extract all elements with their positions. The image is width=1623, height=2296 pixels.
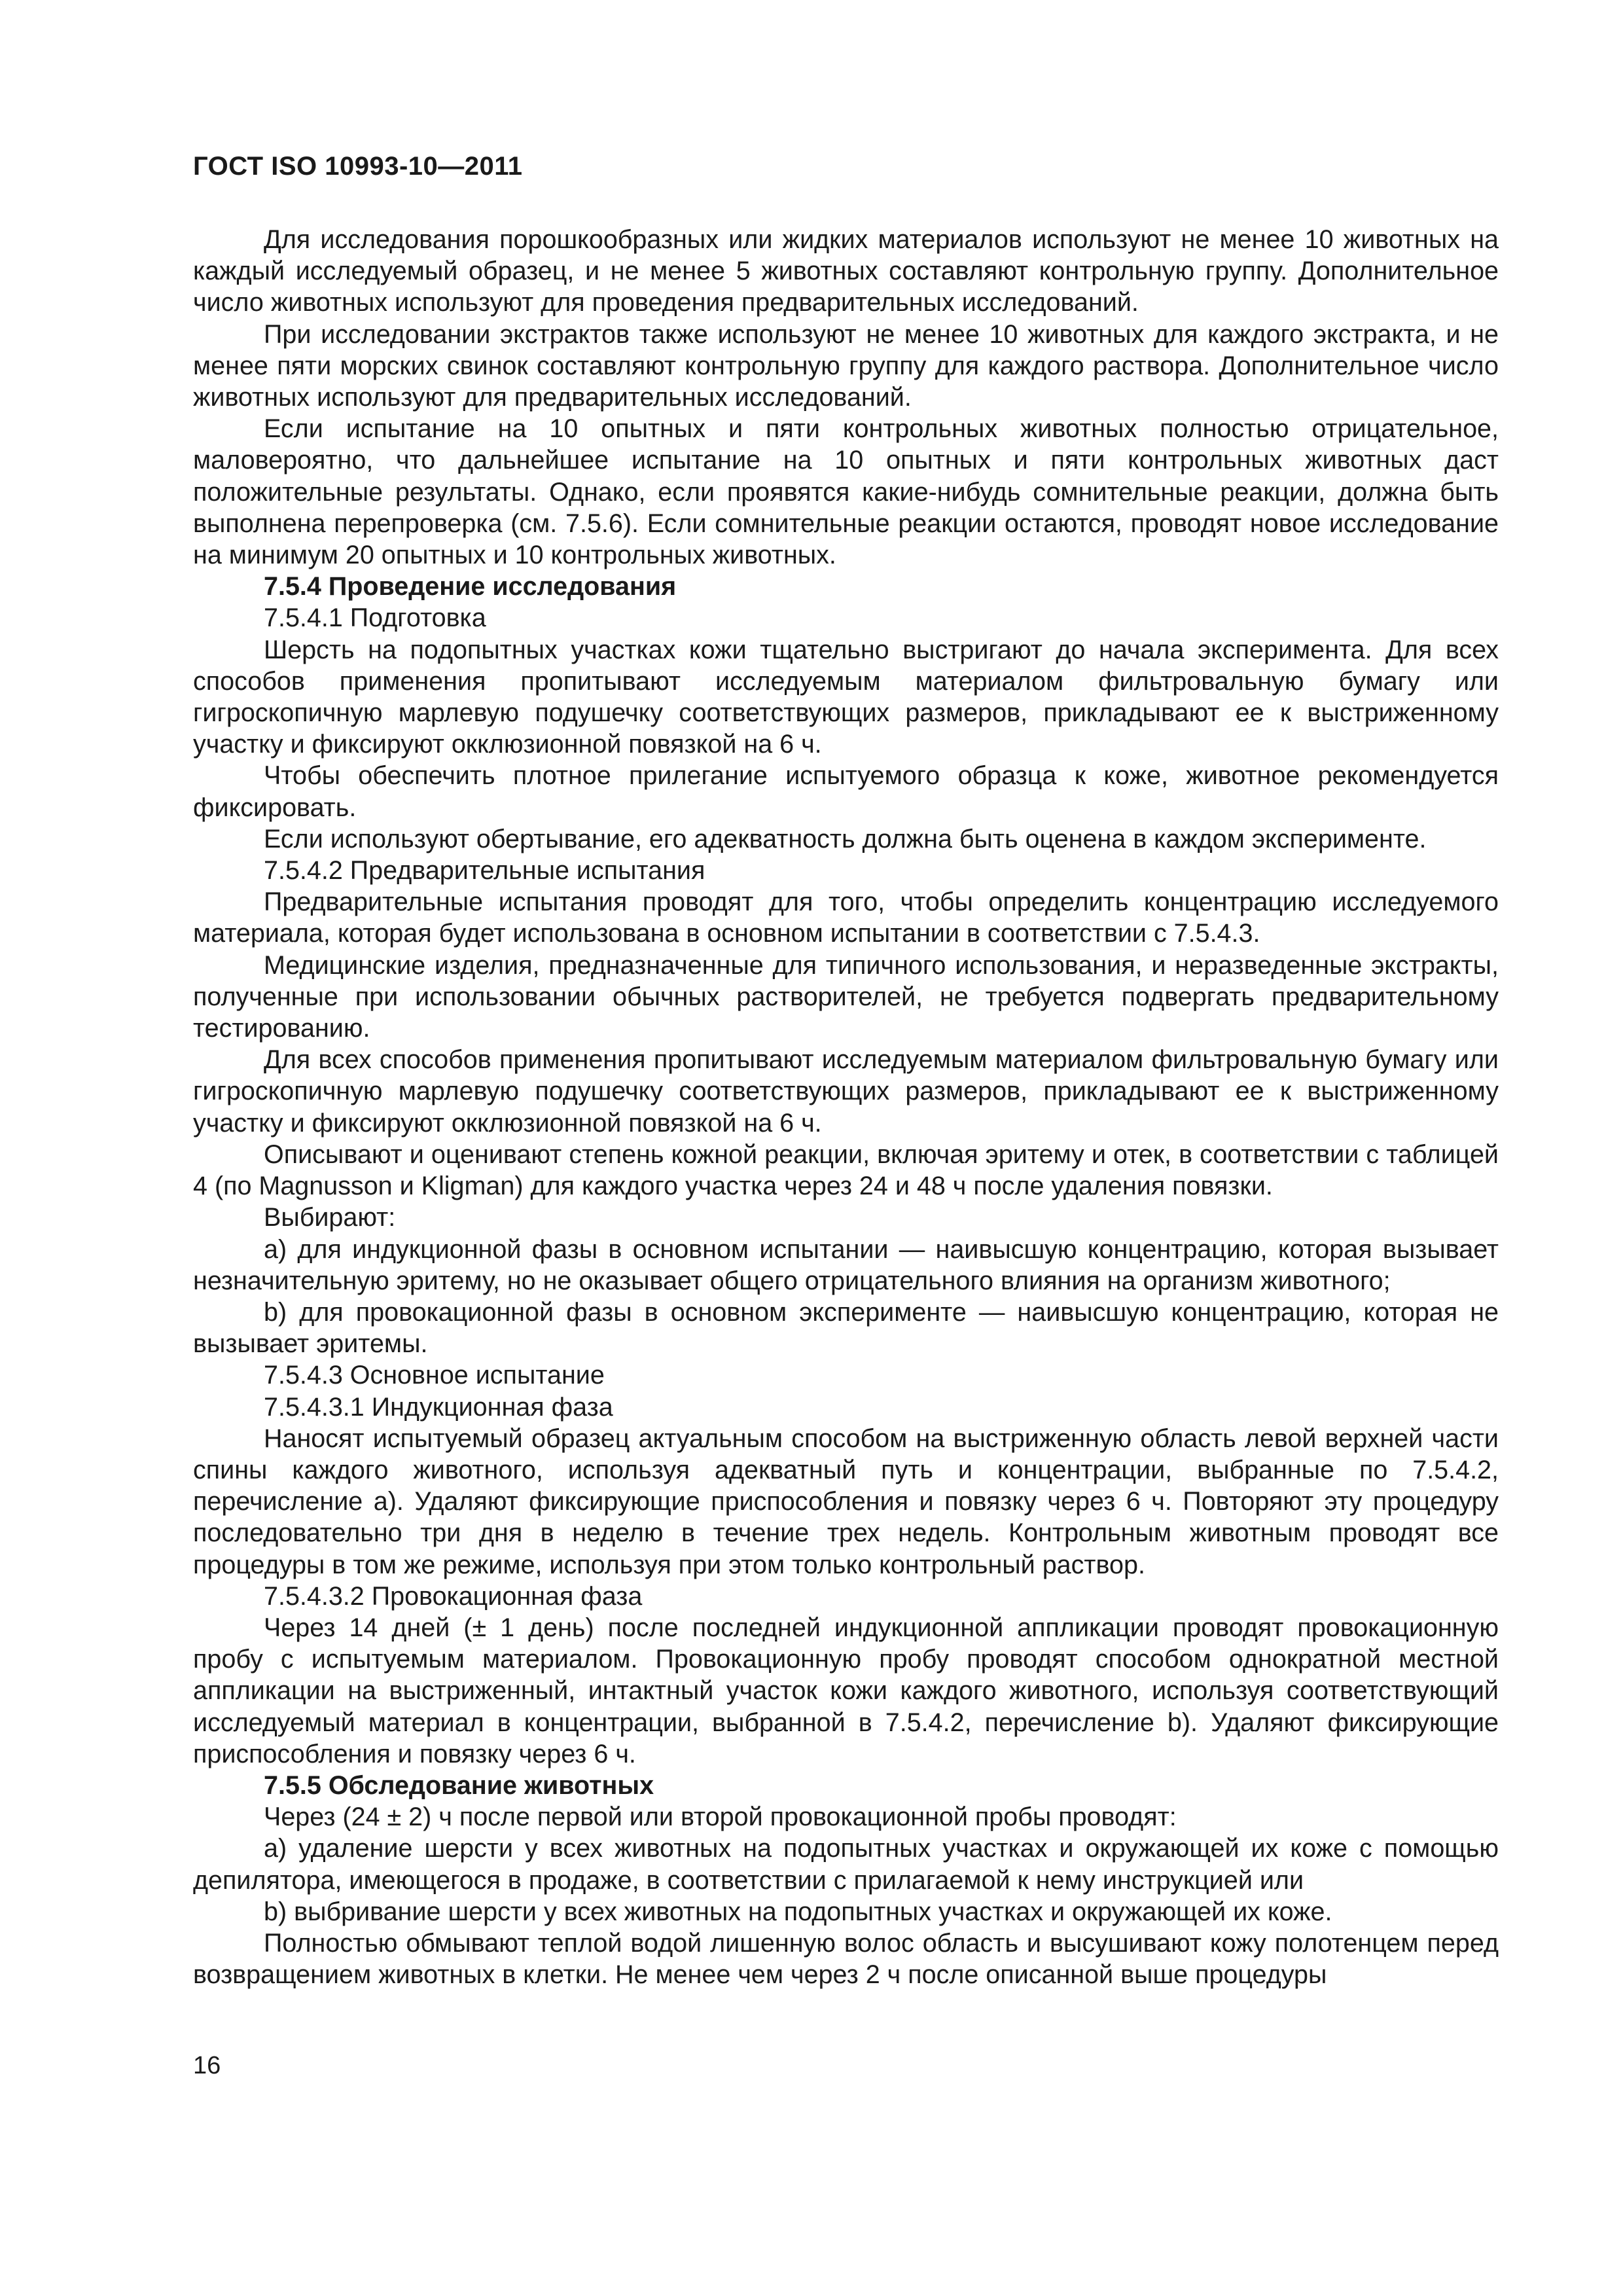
paragraph: Если испытание на 10 опытных и пяти контрольных животных полностью отрицательное, маловероятно, что дальнейшее испытание на 10 опытных и пяти контрольных животных даст положительные результаты. Однако, если проявятся какие-нибудь сомнительные реакции, должна быть выполнена перепроверка (см. 7.5.6). Если сомнительные реакции остаются, проводят новое исследование на минимум 20 опытных и 10 контрольных животных. (193, 414, 1499, 570)
subsection-heading: 7.5.4.1 Подготовка (264, 603, 486, 633)
document-body (193, 224, 1499, 1990)
subsection-heading: 7.5.4.3.1 Индукционная фаза (264, 1392, 613, 1422)
list-item: b) для провокационной фазы в основном эксперименте — наивысшую концентрацию, которая не вызывает эритемы. (193, 1297, 1499, 1359)
paragraph: Для исследования порошкообразных или жидких материалов используют не менее 10 животных на каждый исследуемый образец, и не менее 5 животных составляют контрольную группу. Дополнительное число животных используют для проведения предварительных исследований. (193, 225, 1499, 317)
paragraph: Через (24 ± 2) ч после первой или второй провокационной пробы проводят: (264, 1803, 1177, 1832)
section-heading: 7.5.4 Проведение исследования (264, 572, 677, 601)
page-number: 16 (193, 2052, 221, 2079)
paragraph: Шерсть на подопытных участках кожи тщательно выстригают до начала эксперимента. Для всех способов применения пропитывают исследуемым материалом фильтровальную бумагу или гигроскопичную марлевую подушечку соответствующих размеров, прикладывают ее к выстриженному участку и фиксируют окклюзионной повязкой на 6 ч. (193, 635, 1499, 759)
subsection-heading: 7.5.4.2 Предварительные испытания (264, 856, 705, 886)
list-item: b) выбривание шерсти у всех животных на подопытных участках и окружающей их коже. (264, 1897, 1332, 1926)
paragraph: При исследовании экстрактов также используют не менее 10 животных для каждого экстракта, и не менее пяти морских свинок составляют контрольную группу для каждого раствора. Дополнительное число животных используют для предварительных исследований. (193, 319, 1499, 412)
paragraph: Медицинские изделия, предназначенные для типичного использования, и неразведенные экстракты, полученные при использовании обычных растворителей, не требуется подвергать предварительному тестированию. (193, 950, 1499, 1043)
subsection-heading: 7.5.4.3 Основное испытание (264, 1361, 605, 1390)
paragraph: Описывают и оценивают степень кожной реакции, включая эритему и отек, в соответствии с таблицей 4 (по Magnusson и Kligman) для каждого участка через 24 и 48 ч после удаления повязки. (193, 1139, 1499, 1201)
document-header: ГОСТ ISO 10993-10—2011 (193, 152, 523, 181)
paragraph: Для всех способов применения пропитывают исследуемым материалом фильтровальную бумагу или гигроскопичную марлевую подушечку соответствующих размеров, прикладывают ее к выстриженному участку и фиксируют окклюзионной повязкой на 6 ч. (193, 1045, 1499, 1138)
paragraph: Выбирают: (264, 1203, 396, 1232)
paragraph: Чтобы обеспечить плотное прилегание испытуемого образца к коже, животное рекомендуется фиксировать. (193, 761, 1499, 822)
subsection-heading: 7.5.4.3.2 Провокационная фаза (264, 1581, 643, 1611)
section-heading: 7.5.5 Обследование животных (264, 1770, 654, 1800)
paragraph: Через 14 дней (± 1 день) после последней индукционной аппликации проводят провокационную пробу с испытуемым материалом. Провокационную пробу проводят способом однократной местной аппликации на выстриженный, интактный участок кожи каждого животного, используя соответствующий исследуемый материал в концентрации, выбранной в 7.5.4.2, перечисление b). Удаляют фиксирующие приспособления и повязку через 6 ч. (193, 1613, 1499, 1768)
paragraph: Предварительные испытания проводят для того, чтобы определить концентрацию исследуемого материала, которая будет использована в основном испытании в соответствии с 7.5.4.3. (193, 888, 1499, 948)
list-item: a) для индукционной фазы в основном испытании — наивысшую концентрацию, которая вызывает незначительную эритему, но не оказывает общего отрицательного влияния на организм животного; (193, 1234, 1499, 1295)
paragraph: Полностью обмывают теплой водой лишенную волос область и высушивают кожу полотенцем перед возвращением животных в клетки. Не менее чем через 2 ч после описанной выше процедуры (193, 1928, 1499, 1990)
paragraph: Если используют обертывание, его адекватность должна быть оценена в каждом эксперименте. (264, 824, 1427, 853)
paragraph: Наносят испытуемый образец актуальным способом на выстриженную область левой верхней части спины каждого животного, используя адекватный путь и концентрации, выбранные по 7.5.4.2, перечисление а). Удаляют фиксирующие приспособления и повязку через 6 ч. Повторяют эту процедуру последовательно три дня в неделю в течение трех недель. Контрольным животным проводят все процедуры в том же режиме, используя при этом только контрольный раствор. (193, 1424, 1499, 1579)
list-item: a) удаление шерсти у всех животных на подопытных участках и окружающей их коже с помощью депилятора, имеющегося в продаже, в соответствии с прилагаемой к нему инструкцией или (193, 1834, 1499, 1895)
